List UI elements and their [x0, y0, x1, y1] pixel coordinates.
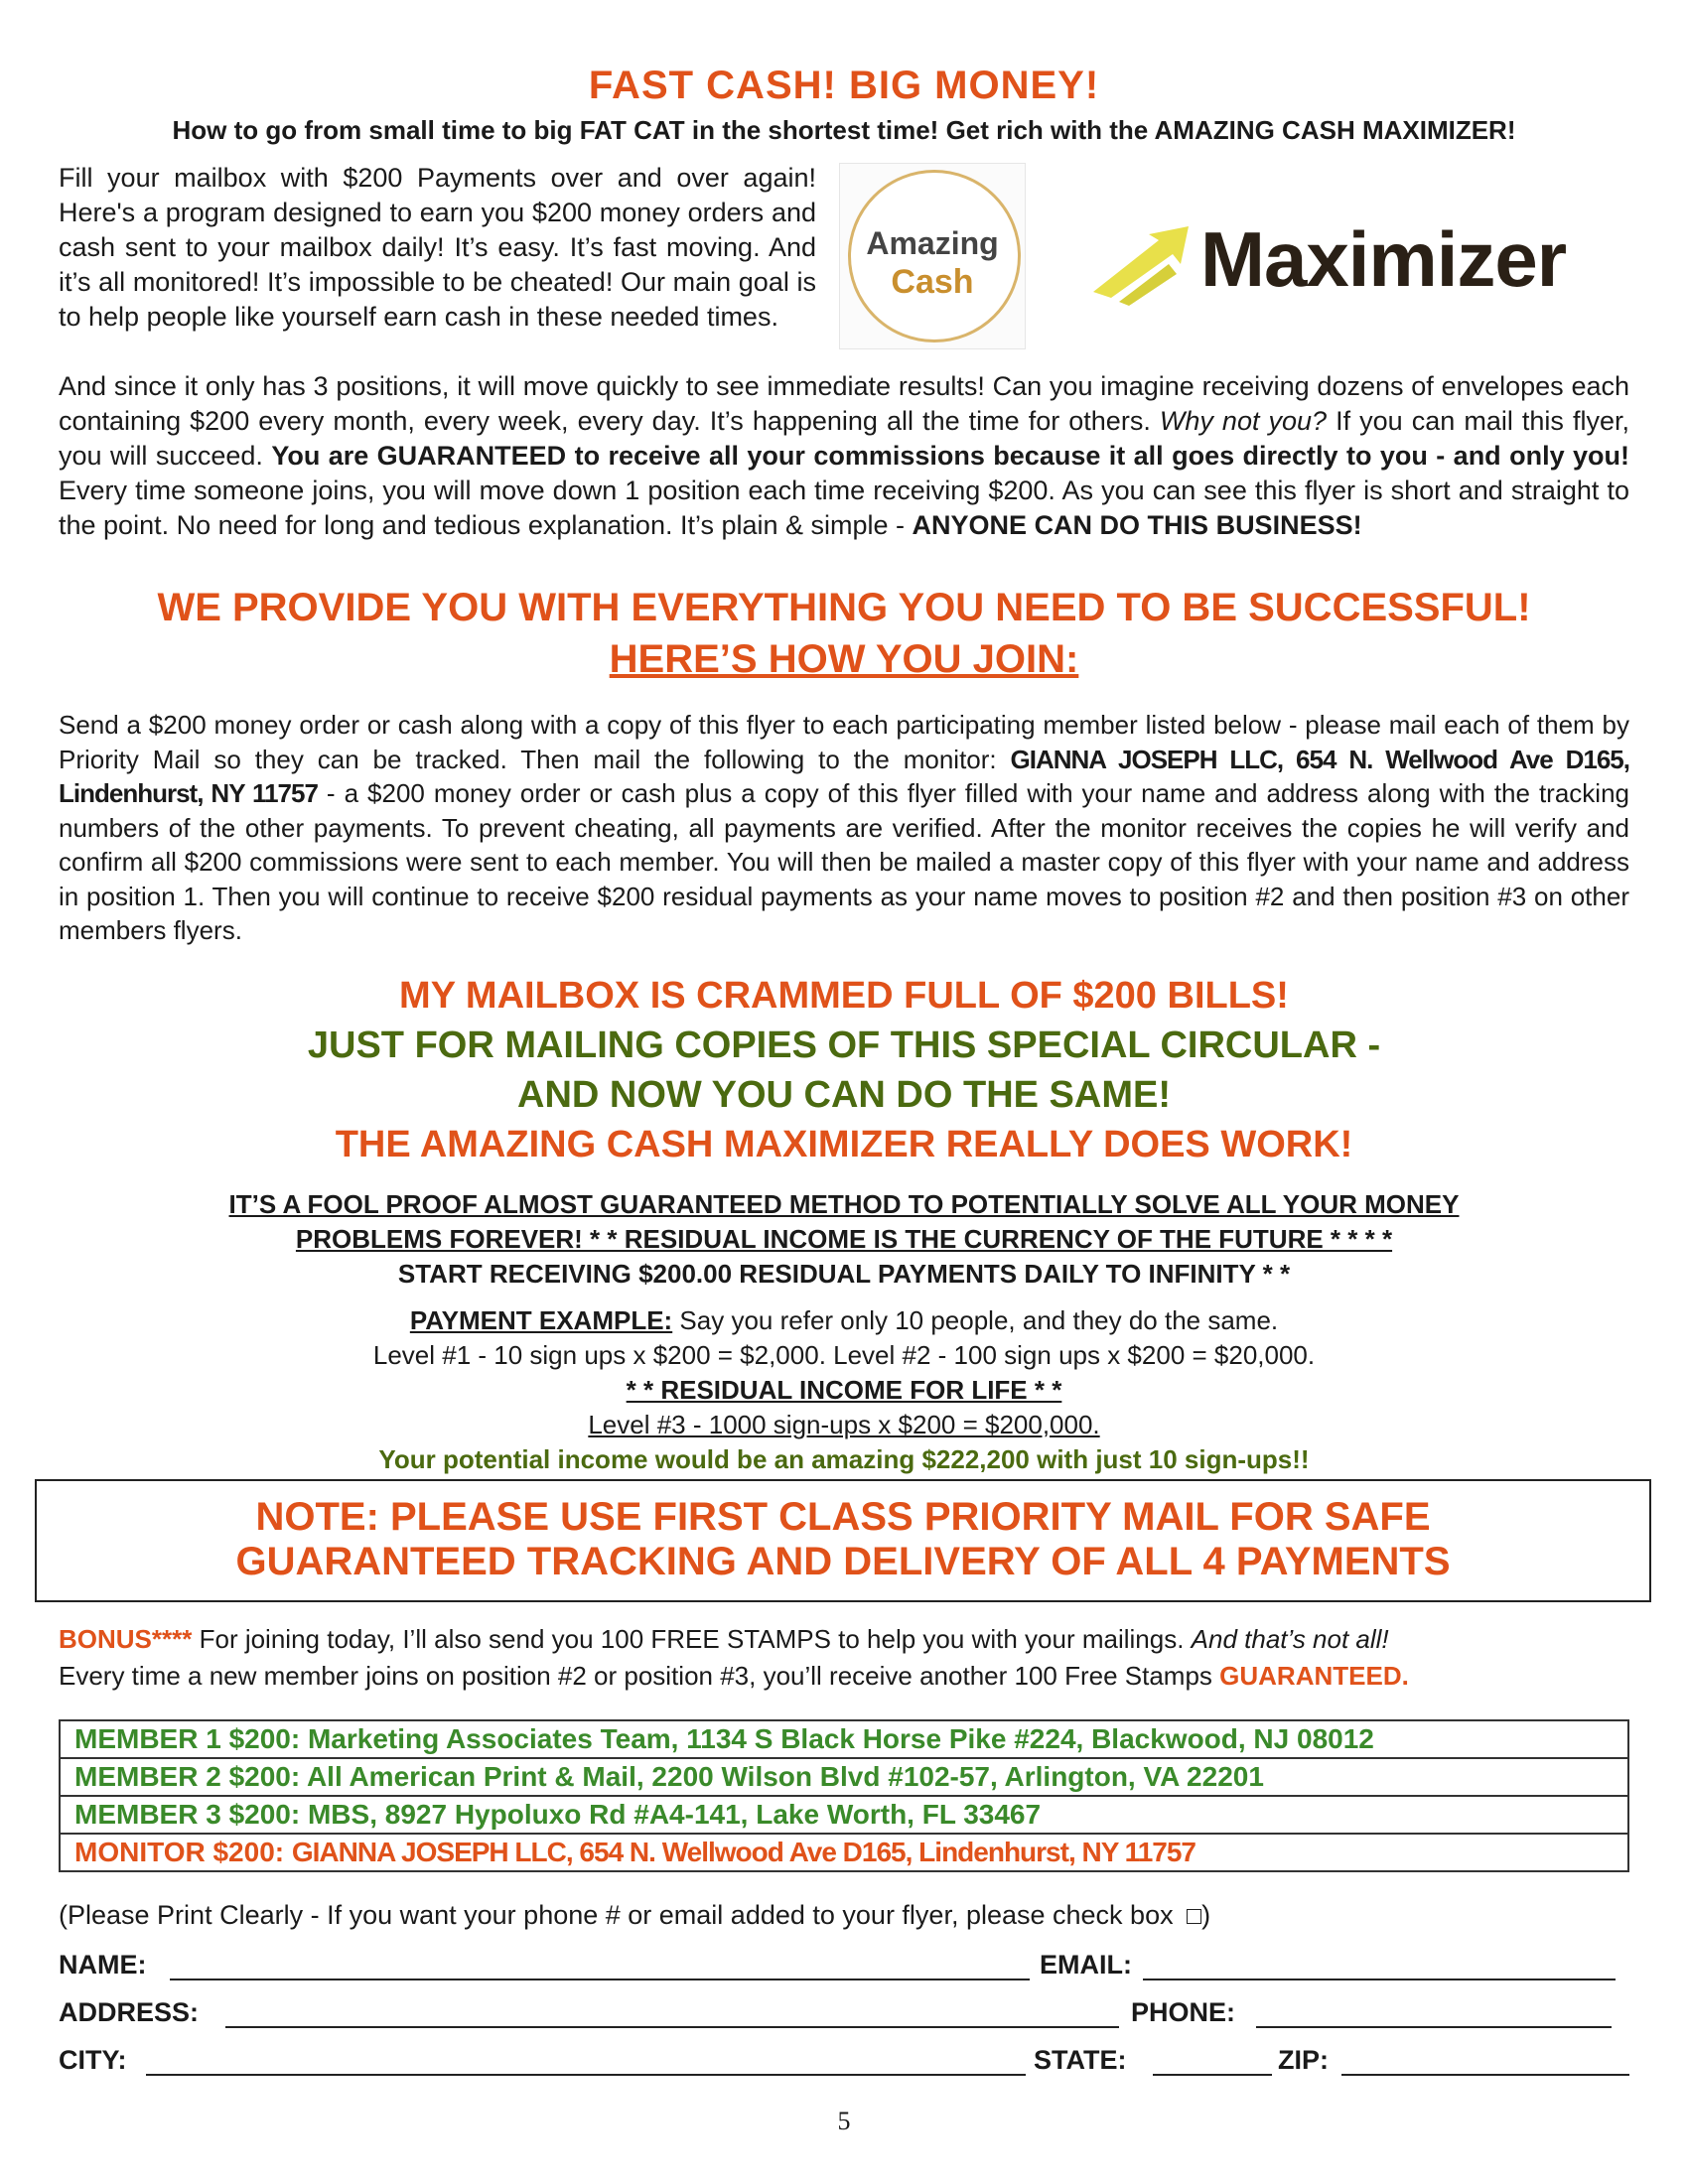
form-note-end: ) [1201, 1900, 1211, 1930]
note-line-1: NOTE: PLEASE USE FIRST CLASS PRIORITY MAIL FOR SAFE [255, 1495, 1431, 1539]
member-2-cell [60, 1758, 1628, 1796]
member-row [60, 1758, 1628, 1796]
form-note-text: (Please Print Clearly - If you want your phone # or email added to your flyer, please check box [59, 1900, 1182, 1930]
member-row [60, 1834, 1628, 1871]
promo-line-3: AND NOW YOU CAN DO THE SAME! [517, 1074, 1171, 1116]
logo-text-cash: Cash [891, 263, 974, 301]
form-row-name [59, 1950, 1629, 1983]
payment-line-1 [59, 1303, 1629, 1338]
member-address: All American Print & Mail, 2200 Wilson Blvd #102-57, Arlington, VA 22201 [306, 1761, 1264, 1792]
guarantee-line-3: START RECEIVING $200.00 RESIDUAL PAYMENTS DAILY TO INFINITY * * [397, 1259, 1291, 1289]
maximizer-wordmark: Maximizer [1200, 215, 1567, 303]
form-row-city [59, 2045, 1629, 2079]
how-to-join-heading: HERE’S HOW YOU JOIN: [609, 637, 1079, 681]
bonus-guaranteed: GUARANTEED. [1219, 1661, 1409, 1691]
contact-checkbox[interactable] [1187, 1909, 1201, 1924]
body-text: - a $200 money order or cash plus a copy of this flyer filled with your name and address along with the tracking numbers of the other payments. To prevent cheating, all payments are verified. After the monitor receives the copies he will verify and confirm all $200 commissions were sent to each member. You will then be mailed a master copy of this flyer with your name and address in position 1. Then you will continue to receive $200 residual payments as your name moves to position #2 and then position #3 on other members flyers. [59, 778, 1629, 945]
monitor-label: MONITOR $200: [74, 1837, 285, 1867]
intro-continued-paragraph [59, 369, 1629, 543]
payment-example-label: PAYMENT EXAMPLE: [409, 1305, 673, 1335]
bonus-block [59, 1621, 1629, 1695]
member-label: MEMBER 3 $200: [74, 1799, 301, 1830]
payment-text: Say you refer only 10 people, and they do the same. [672, 1305, 1279, 1335]
member-row [60, 1796, 1628, 1834]
guarantee-block [59, 1187, 1629, 1292]
logo-text-amazing: Amazing [866, 225, 999, 261]
email-field[interactable] [1143, 1979, 1616, 1980]
guarantee-line-2: PROBLEMS FOREVER! * * RESIDUAL INCOME IS THE CURRENCY OF THE FUTURE * * * * [295, 1224, 1393, 1254]
body-text: If you can mail this flyer, you will succeed. [59, 406, 1629, 471]
promo-line-1: MY MAILBOX IS CRAMMED FULL OF $200 BILLS! [399, 975, 1289, 1017]
form-row-address [59, 1997, 1629, 2031]
monitor-address-inline: GIANNA JOSEPH LLC, 654 N. Wellwood Ave D165, Lindenhurst, NY 11757 [59, 744, 1629, 808]
member-3-cell [60, 1796, 1628, 1834]
page-title: FAST CASH! BIG MONEY! [588, 64, 1100, 107]
join-instructions [59, 708, 1629, 948]
guarantee-line-1: IT’S A FOOL PROOF ALMOST GUARANTEED METHOD TO POTENTIALLY SOLVE ALL YOUR MONEY [228, 1189, 1460, 1219]
page-number: 5 [837, 2107, 851, 2135]
phone-label: PHONE: [1131, 1997, 1236, 2027]
promo-line-2: JUST FOR MAILING COPIES OF THIS SPECIAL CIRCULAR - [307, 1024, 1381, 1066]
page-subtitle: How to go from small time to big FAT CAT in the shortest time! Get rich with the AMAZING CASH MAXIMIZER! [172, 115, 1516, 145]
member-address: MBS, 8927 Hypoluxo Rd #A4-141, Lake Worth, FL 33467 [307, 1799, 1042, 1830]
payment-line-5: Your potential income would be an amazing $222,200 with just 10 sign-ups!! [378, 1444, 1310, 1474]
bonus-text-2: Every time a new member joins on position #2 or position #3, you’ll receive another 100 Free Stamps [59, 1661, 1220, 1691]
maximizer-logo [1089, 210, 1566, 310]
members-table [59, 1719, 1629, 1872]
monitor-address: GIANNA JOSEPH LLC, 654 N. Wellwood Ave D165, Lindenhurst, NY 11757 [291, 1837, 1196, 1867]
bonus-italic: And that’s not all! [1191, 1624, 1389, 1654]
body-italic: Why not you? [1159, 406, 1328, 436]
note-line-2: GUARANTEED TRACKING AND DELIVERY OF ALL 4 PAYMENTS [235, 1540, 1451, 1583]
promo-line-4: THE AMAZING CASH MAXIMIZER REALLY DOES WORK! [335, 1124, 1353, 1165]
phone-field[interactable] [1256, 2026, 1612, 2028]
member-label: MEMBER 1 $200: [74, 1723, 301, 1754]
zip-label: ZIP: [1278, 2045, 1329, 2075]
state-label: STATE: [1034, 2045, 1127, 2075]
growth-arrow-icon [1089, 218, 1198, 308]
member-address: Marketing Associates Team, 1134 S Black Horse Pike #224, Blackwood, NJ 08012 [307, 1723, 1374, 1754]
email-label: EMAIL: [1040, 1950, 1132, 1979]
address-label: ADDRESS: [59, 1997, 200, 2027]
body-text: And since it only has 3 positions, it will move quickly to see immediate results! Can you imagine receiving dozens of envelopes each containing $200 every month, every week, every day. It’s happening all the time for others. [59, 371, 1629, 436]
body-text: Every time someone joins, you will move down 1 position each time receiving $200. As you can see this flyer is short and straight to the point. No need for long and tedious explanation. It’s plain & simple - [59, 476, 1629, 540]
city-label: CITY: [59, 2045, 127, 2075]
priority-mail-note [35, 1479, 1651, 1602]
anyone-can-statement: ANYONE CAN DO THIS BUSINESS! [912, 510, 1362, 540]
body-text: Send a $200 money order or cash along with a copy of this flyer to each participating member listed below - please mail each of them by Priority Mail so they can be tracked. Then mail the following to the monitor: [59, 710, 1629, 774]
payment-example-block [59, 1303, 1629, 1477]
intro-paragraph: Fill your mailbox with $200 Payments over and over again! Here's a program designed to earn you $200 money orders and cash sent to your mailbox daily! It’s easy. It’s fast moving. And it’s all monitored! It’s impossible to be cheated! Our main goal is to help people like yourself earn cash in these needed times. [59, 163, 816, 332]
name-label: NAME: [59, 1950, 147, 1979]
name-field[interactable] [170, 1979, 1030, 1980]
bonus-text: For joining today, I’ll also send you 100 FREE STAMPS to help you with your mailings. [192, 1624, 1192, 1654]
amazing-cash-logo [839, 163, 1026, 349]
member-1-cell [60, 1720, 1628, 1758]
payment-line-4: Level #3 - 1000 sign-ups x $200 = $200,000. [588, 1410, 1100, 1439]
provide-heading: WE PROVIDE YOU WITH EVERYTHING YOU NEED TO BE SUCCESSFUL! [157, 586, 1531, 629]
payment-line-2: Level #1 - 10 sign ups x $200 = $2,000. Level #2 - 100 sign ups x $200 = $20,000. [372, 1340, 1316, 1370]
payment-line-3: * * RESIDUAL INCOME FOR LIFE * * [626, 1375, 1062, 1405]
member-row [60, 1720, 1628, 1758]
zip-field[interactable] [1341, 2074, 1629, 2076]
city-field[interactable] [146, 2074, 1026, 2076]
monitor-cell [60, 1834, 1628, 1871]
state-field[interactable] [1153, 2074, 1272, 2076]
guarantee-statement: You are GUARANTEED to receive all your commissions because it all goes directly to you - and only you! [271, 441, 1629, 471]
form-instructions [59, 1900, 1210, 1931]
member-label: MEMBER 2 $200: [74, 1761, 301, 1792]
bonus-label: BONUS**** [59, 1624, 193, 1654]
address-field[interactable] [225, 2026, 1119, 2028]
